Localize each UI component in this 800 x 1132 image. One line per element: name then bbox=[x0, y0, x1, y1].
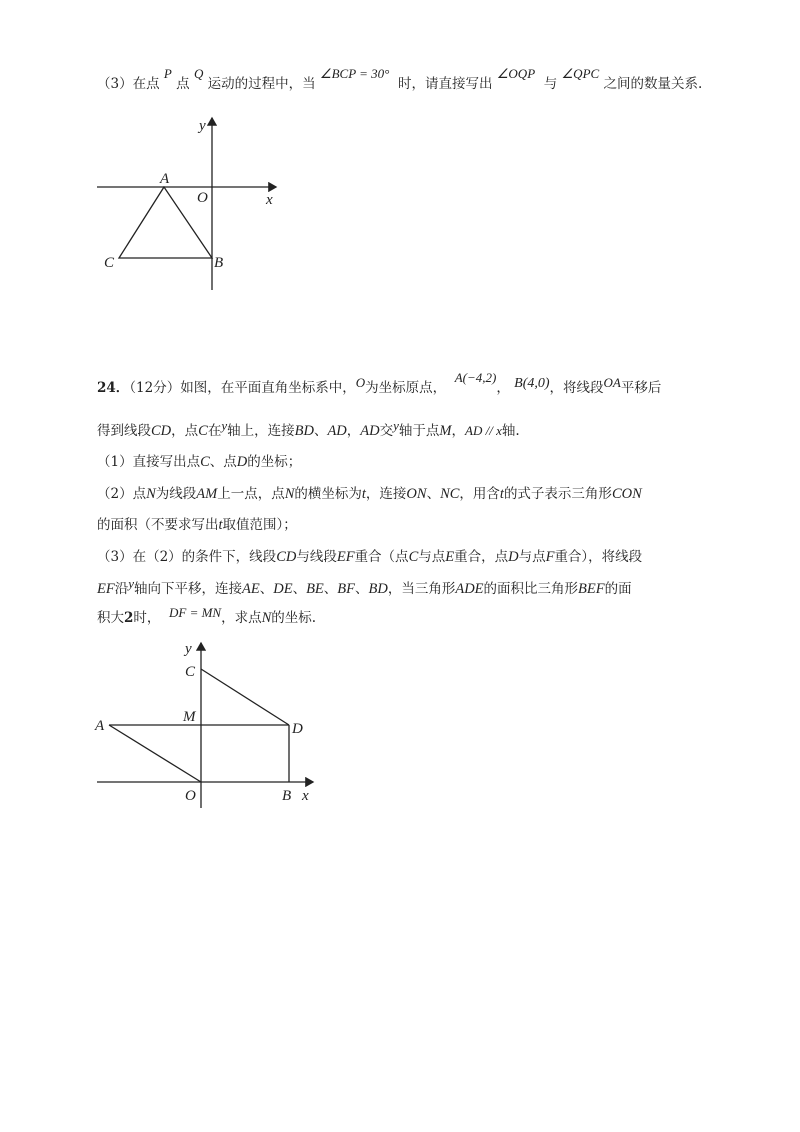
text-segment: 平移后 bbox=[620, 380, 662, 396]
segment-cd-line bbox=[201, 669, 289, 725]
segment-ad: AD bbox=[327, 423, 347, 439]
text-segment: 沿 bbox=[114, 581, 129, 597]
parallel-condition: AD // x bbox=[465, 423, 502, 438]
segment-ae: AE bbox=[242, 581, 260, 597]
segment-cd: CD bbox=[276, 549, 297, 565]
segment-bf: BF bbox=[337, 581, 355, 597]
text-segment: （12分）如图，在平面直角坐标系中， bbox=[129, 380, 356, 396]
text-segment: ，用含 bbox=[459, 486, 500, 502]
equation-df-mn: DF = MN bbox=[169, 605, 222, 620]
text-segment: ，点 bbox=[171, 423, 199, 439]
number-two: 2 bbox=[124, 610, 134, 626]
triangle-con: CON bbox=[611, 486, 642, 502]
text-segment: 、 bbox=[292, 581, 307, 597]
point-d: D bbox=[236, 454, 248, 470]
q24-part2-line2 bbox=[97, 515, 297, 535]
label-a: A bbox=[95, 718, 105, 734]
text-segment: 、点 bbox=[209, 454, 237, 470]
angle-qpc: ∠QPC bbox=[561, 66, 600, 81]
point-c: C bbox=[200, 454, 210, 470]
label-o: O bbox=[185, 788, 196, 804]
text-segment: ， bbox=[451, 423, 466, 439]
point-n: N bbox=[261, 610, 272, 626]
text-segment: 的面积（不要求写出 bbox=[97, 517, 219, 533]
text-segment: 重合），将线段 bbox=[554, 549, 643, 565]
label-a: A bbox=[160, 171, 170, 187]
point-e: E bbox=[445, 549, 455, 565]
axis-y: y bbox=[221, 418, 228, 433]
segment-ao-line bbox=[109, 725, 201, 782]
text-segment: 的横坐标为 bbox=[294, 486, 362, 502]
q24-part3-line3 bbox=[97, 605, 317, 628]
text-segment: 、 bbox=[313, 423, 328, 439]
point-p: P bbox=[163, 66, 172, 81]
axis-y: y bbox=[128, 576, 134, 591]
text-segment: ，将线段 bbox=[549, 380, 604, 396]
text-segment: 、 bbox=[426, 486, 441, 502]
segment-be: BE bbox=[306, 581, 324, 597]
segment-oa: OA bbox=[603, 375, 621, 390]
text-segment: 的坐标. bbox=[271, 610, 317, 626]
point-d: D bbox=[508, 549, 519, 565]
text-segment: 、 bbox=[355, 581, 369, 597]
figure-1-triangle bbox=[0, 100, 800, 420]
segment-am: AM bbox=[196, 486, 218, 502]
point-n: N bbox=[146, 486, 156, 502]
figure-2-coordinate bbox=[0, 630, 800, 830]
segment-de: DE bbox=[273, 581, 293, 597]
text-segment: （3）在（2）的条件下，线段 bbox=[97, 549, 277, 565]
text-segment: 、 bbox=[323, 581, 338, 597]
segment-ad: AD bbox=[360, 423, 380, 439]
text-segment: 轴. bbox=[501, 423, 520, 439]
triangle-bef: BEF bbox=[578, 581, 605, 597]
text-segment: 得到线段 bbox=[97, 423, 151, 439]
text-segment: 重合（点 bbox=[354, 549, 409, 565]
axis-y: y bbox=[393, 418, 399, 433]
label-d: D bbox=[292, 721, 303, 737]
segment-bd: BD bbox=[368, 581, 388, 597]
text-segment: 轴于点 bbox=[398, 423, 440, 439]
text-segment: 的坐标； bbox=[247, 454, 302, 470]
q24-part3-line2 bbox=[97, 576, 632, 599]
q24-part3-line1 bbox=[97, 547, 642, 567]
text-segment: 与点 bbox=[518, 549, 546, 565]
point-o: O bbox=[355, 375, 366, 390]
label-m: M bbox=[183, 709, 196, 725]
point-m: M bbox=[439, 423, 452, 439]
text-segment: 的面积比三角形 bbox=[483, 581, 579, 597]
text-segment: 与 bbox=[543, 76, 558, 92]
text-segment: 与点 bbox=[418, 549, 446, 565]
text-segment: （2）点 bbox=[97, 486, 147, 502]
text-segment: 交 bbox=[379, 423, 394, 439]
text-segment: 重合，点 bbox=[454, 549, 509, 565]
text-segment: 为线段 bbox=[155, 486, 197, 502]
segment-cd: CD bbox=[151, 423, 172, 439]
point-c: C bbox=[408, 549, 419, 565]
text-segment: 上一点，点 bbox=[217, 486, 285, 502]
variable-t: t bbox=[218, 517, 223, 533]
point-n: N bbox=[284, 486, 295, 502]
variable-t: t bbox=[499, 486, 504, 502]
text-segment: 积大 bbox=[97, 610, 124, 626]
label-x: x bbox=[266, 192, 273, 208]
question-number: 24． bbox=[97, 380, 130, 396]
label-b: B bbox=[214, 255, 224, 271]
label-y: y bbox=[185, 641, 192, 657]
text-segment: 为坐标原点， bbox=[365, 380, 447, 396]
label-y: y bbox=[199, 118, 206, 134]
segment-ef: EF bbox=[336, 549, 355, 565]
text-segment: ，求点 bbox=[221, 610, 262, 626]
point-a-coord: A(−4,2) bbox=[454, 370, 497, 385]
text-segment: ，当三角形 bbox=[387, 581, 456, 597]
text-segment: ， bbox=[346, 423, 361, 439]
q23-part3-text bbox=[97, 66, 703, 94]
text-segment: （1）直接写出点 bbox=[97, 454, 201, 470]
point-q: Q bbox=[193, 66, 204, 81]
text-segment: 时， bbox=[133, 610, 161, 626]
label-o: O bbox=[197, 190, 208, 206]
text-segment: 之间的数量关系. bbox=[603, 76, 703, 92]
text-segment: 轴向下平移，连接 bbox=[134, 581, 242, 597]
text-segment: 在 bbox=[207, 423, 222, 439]
text-segment: 轴上，连接 bbox=[227, 423, 295, 439]
text-segment: 、 bbox=[259, 581, 274, 597]
label-c: C bbox=[185, 664, 196, 680]
variable-t: t bbox=[361, 486, 366, 502]
point-c: C bbox=[198, 423, 208, 439]
angle-condition: ∠BCP = 30° bbox=[319, 66, 390, 81]
point-f: F bbox=[545, 549, 555, 565]
text-segment: 时，请直接写出 bbox=[397, 76, 493, 92]
text-segment: 与线段 bbox=[296, 549, 337, 565]
segment-ef: EF bbox=[97, 581, 115, 597]
segment-nc: NC bbox=[440, 486, 460, 502]
segment-bd: BD bbox=[294, 423, 314, 439]
text-segment: （3）在点 bbox=[97, 76, 160, 92]
label-x: x bbox=[302, 788, 309, 804]
triangle-ade: ADE bbox=[455, 581, 484, 597]
text-segment: ，连接 bbox=[365, 486, 407, 502]
label-c: C bbox=[104, 255, 115, 271]
point-b-coord: B(4,0) bbox=[514, 376, 550, 391]
text-segment: ， bbox=[496, 380, 510, 396]
segment-on: ON bbox=[406, 486, 427, 502]
q24-line1 bbox=[97, 370, 662, 399]
text-segment: 的面 bbox=[604, 581, 632, 597]
q24-part1 bbox=[97, 452, 301, 472]
text-segment: 取值范围）； bbox=[222, 517, 297, 533]
text-segment: 运动的过程中，当 bbox=[207, 76, 316, 92]
angle-oqp: ∠OQP bbox=[496, 66, 536, 81]
text-segment: 的式子表示三角形 bbox=[503, 486, 612, 502]
label-b: B bbox=[282, 788, 292, 804]
q24-line2 bbox=[97, 418, 520, 441]
q24-part2-line1 bbox=[97, 484, 642, 504]
text-segment: 点 bbox=[176, 76, 190, 92]
